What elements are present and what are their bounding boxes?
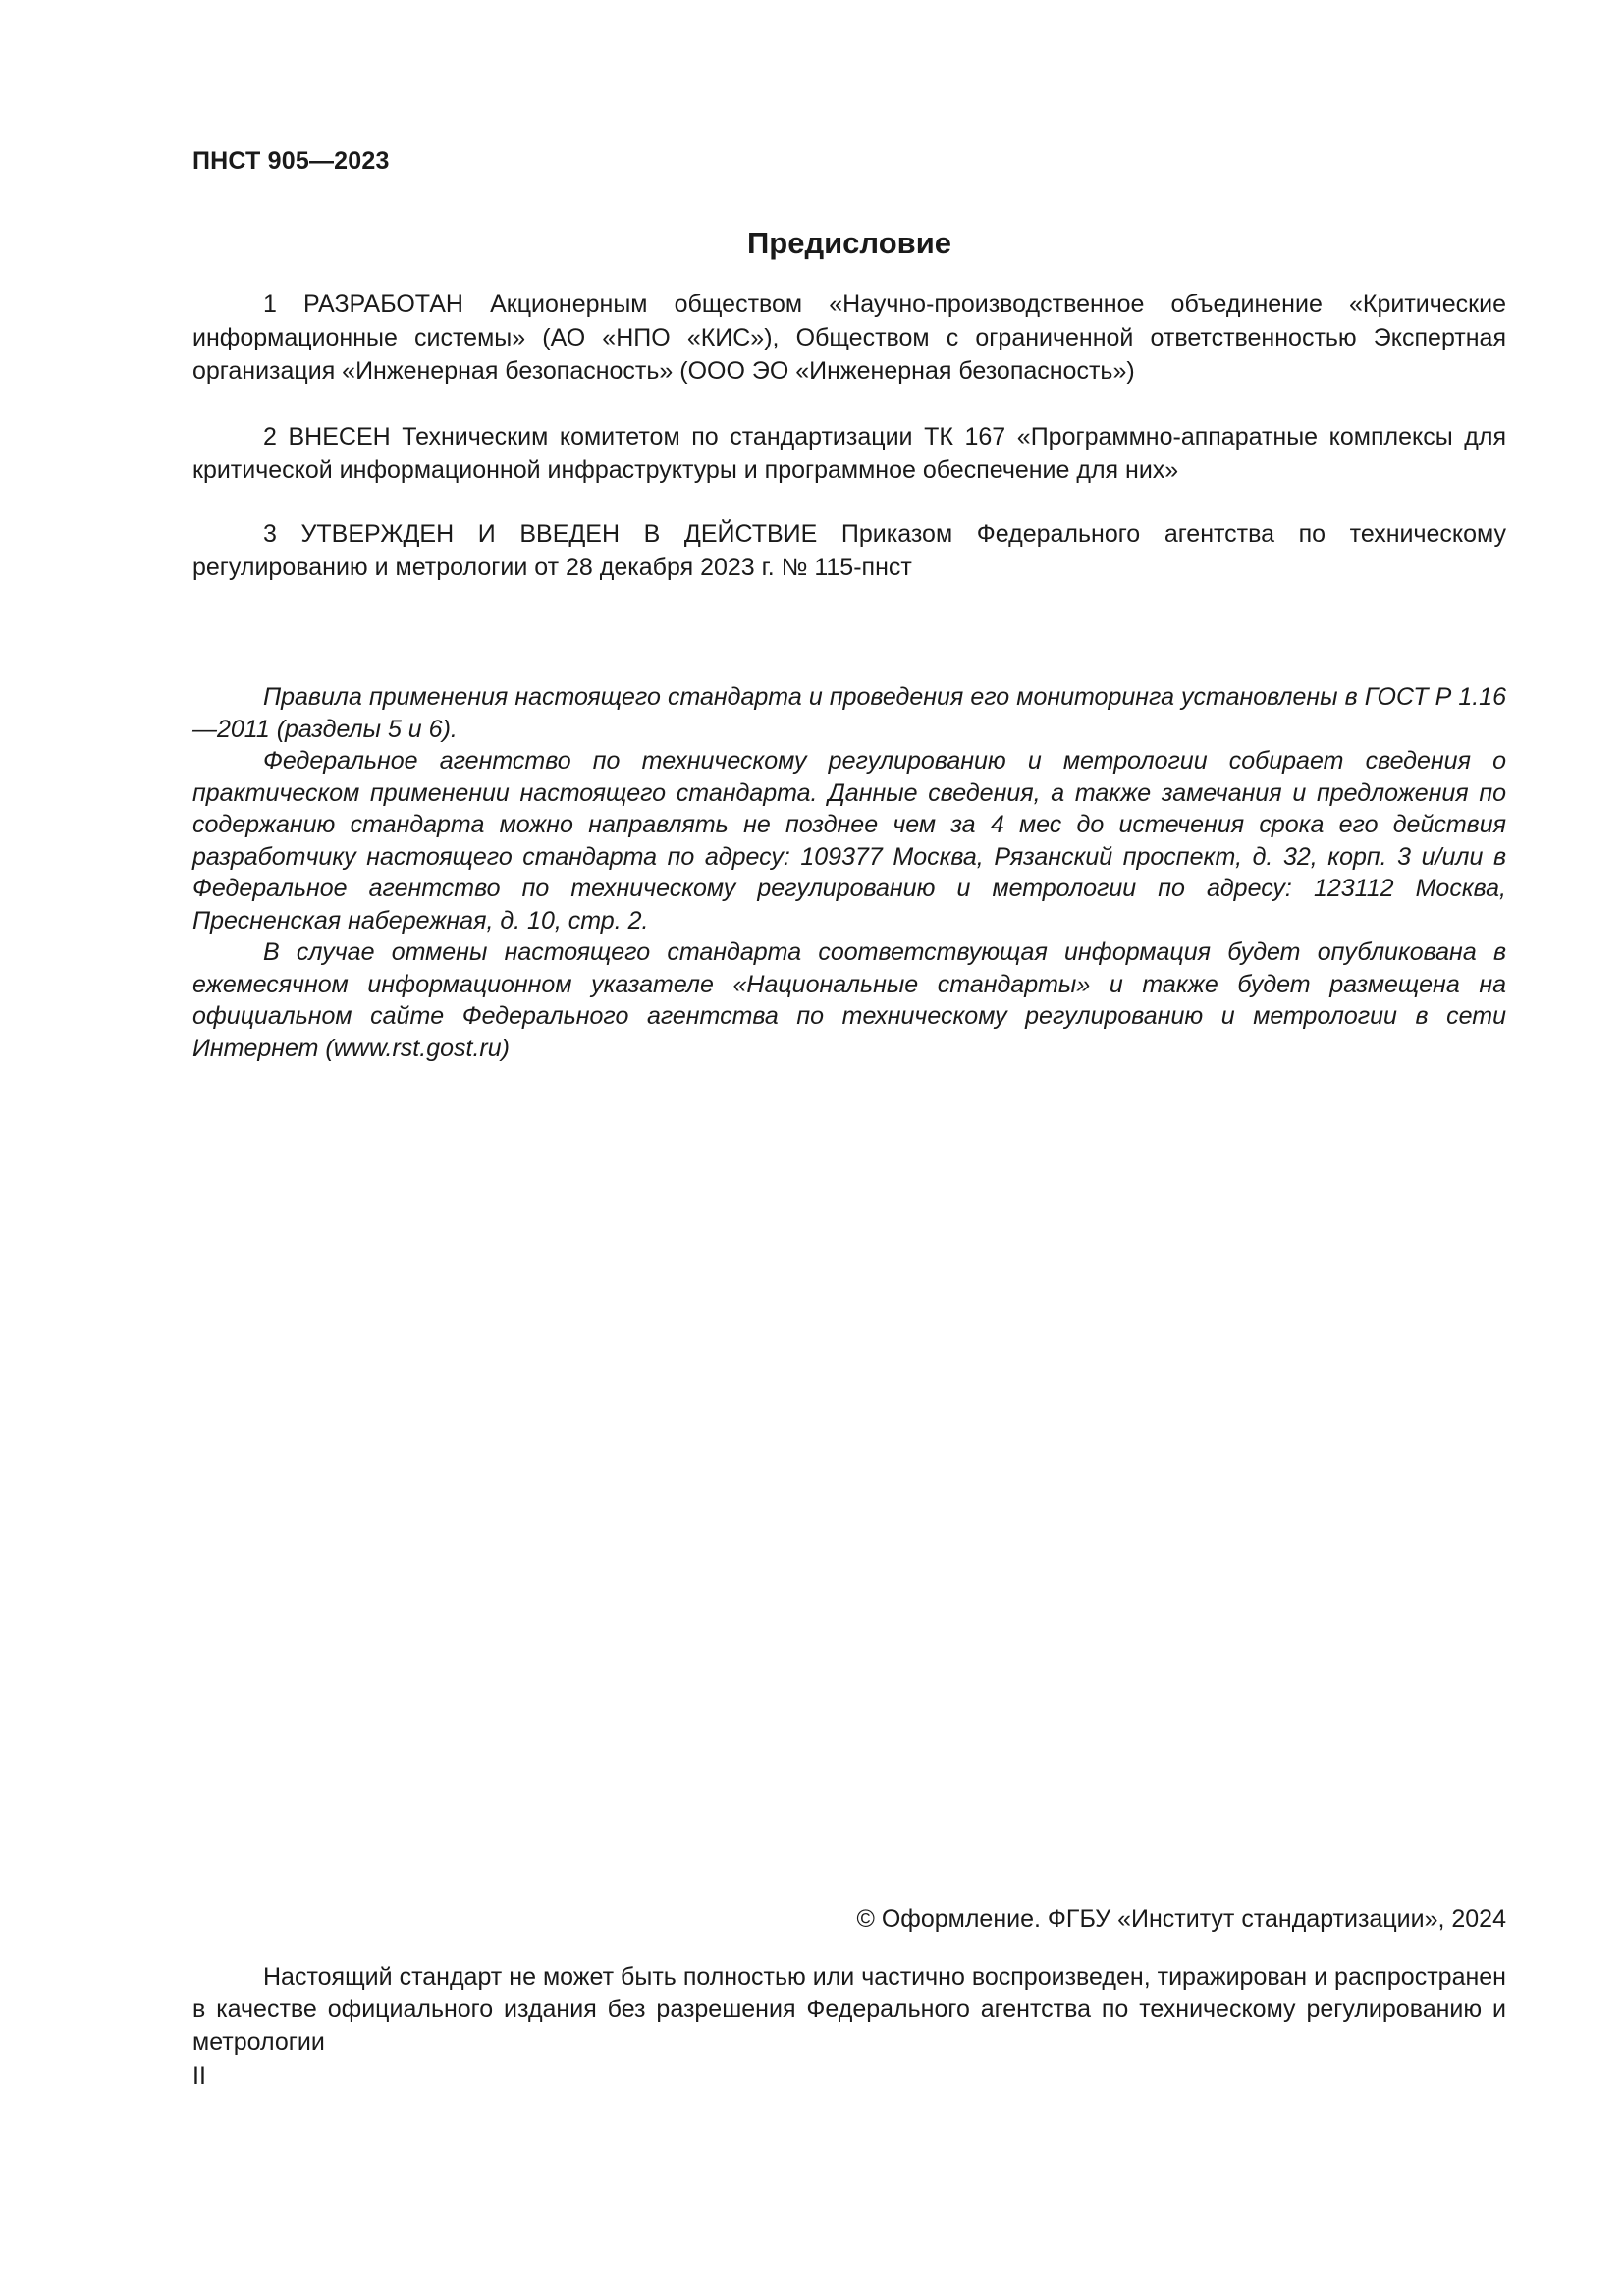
foreword-item-introduced [192, 420, 1506, 487]
notice-paragraph: В случае отмены настоящего стандарта соответствующая информация будет опубликована в ежемесячном информационном указателе «Национальные стандарты» и также будет размещена на официальном сайте Федерального агентства по техническому регулированию и метрологии в сети Интернет (www.rst.gost.ru) [192, 938, 1506, 1062]
page-number: II [192, 2062, 206, 2090]
copyright-line: © Оформление. ФГБУ «Институт стандартизации», 2024 [856, 1905, 1506, 1933]
foreword-title: Предисловие [746, 226, 951, 260]
foreword-item-text: 2 ВНЕСЕН Техническим комитетом по стандартизации ТК 167 «Программно-аппаратные комплексы для критической информационной инфраструктуры и программное обеспечение для них» [192, 423, 1506, 484]
notice-paragraph: Правила применения настоящего стандарта и проведения его мониторинга установлены в ГОСТ Р 1.16—2011 (разделы 5 и 6). [192, 683, 1506, 743]
foreword-item-text: 1 РАЗРАБОТАН Акционерным обществом «Научно-производственное объединение «Критические информационные системы» (АО «НПО «КИС»), Обществом с ограниченной ответственностью Экспертная организация «Инженерная безопасность» (ООО ЭО «Инженерная безопасность») [192, 291, 1506, 385]
document-designation: ПНСТ 905—2023 [192, 147, 390, 175]
notice-paragraph: Федеральное агентство по техническому регулированию и метрологии собирает сведения о практическом применении настоящего стандарта. Данные сведения, а также замечания и предложения по содержанию стандарта можно направлять не позднее чем за 4 мес до истечения срока его действия разработчику настоящего стандарта по адресу: 109377 Москва, Рязанский проспект, д. 32, корп. 3 и/или в Федеральное агентство по техническому регулированию и метрологии по адресу: 123112 Москва, Пресненская набережная, д. 10, стр. 2. [192, 747, 1506, 934]
foreword-item-developed [192, 288, 1506, 388]
reproduction-notice [192, 1961, 1506, 2058]
foreword-item-approved [192, 517, 1506, 584]
application-notice [192, 681, 1506, 1064]
reproduction-notice-text: Настоящий стандарт не может быть полностью или частично воспроизведен, тиражирован и распространен в качестве официального издания без разрешения Федерального агентства по техническому регулированию и метрологии [192, 1963, 1506, 2056]
foreword-item-text: 3 УТВЕРЖДЕН И ВВЕДЕН В ДЕЙСТВИЕ Приказом Федерального агентства по техническому регулированию и метрологии от 28 декабря 2023 г. № 115-пнст [192, 520, 1506, 581]
